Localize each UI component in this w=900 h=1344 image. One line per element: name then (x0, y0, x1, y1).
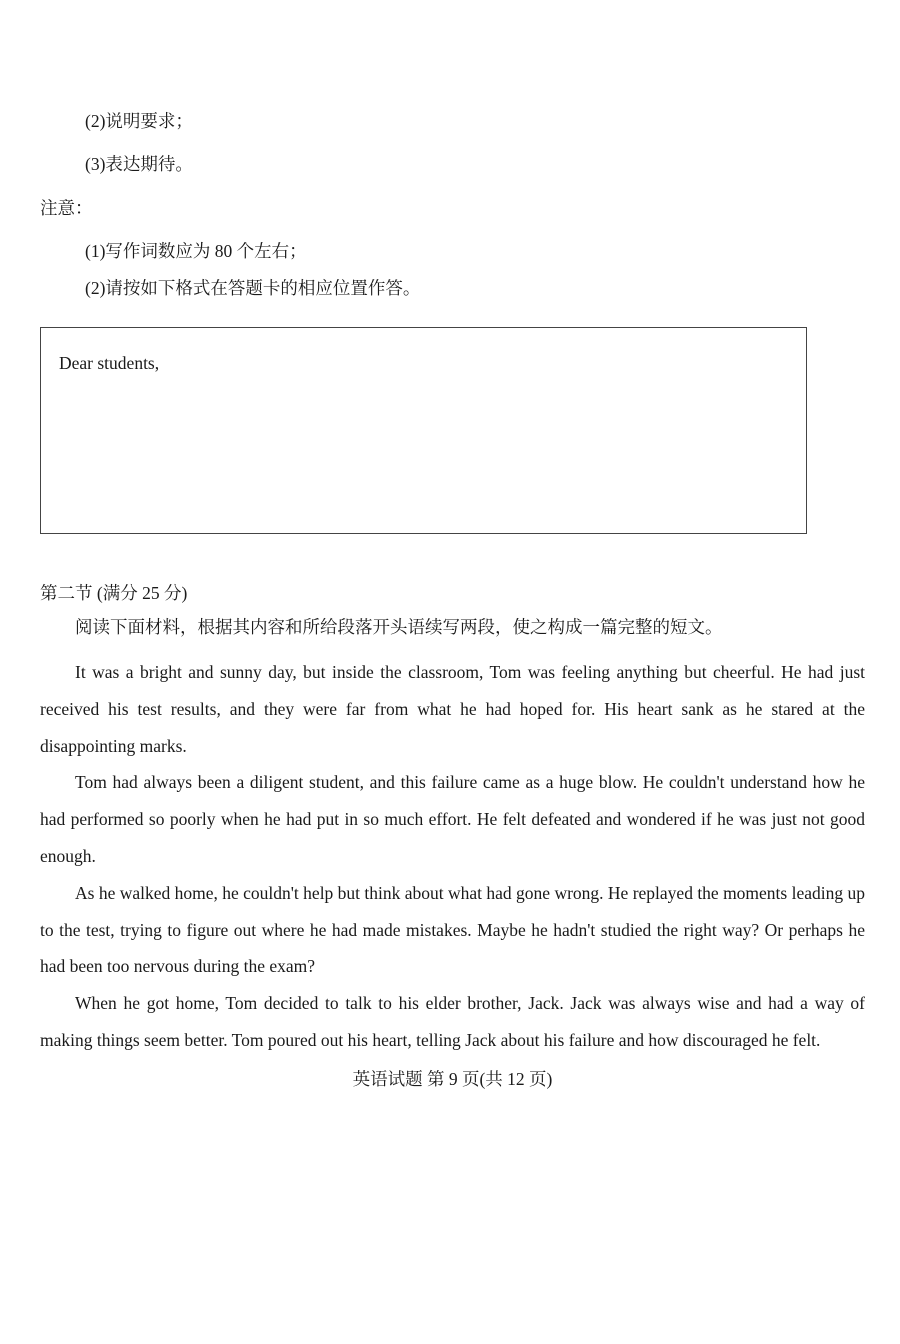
story-paragraph: It was a bright and sunny day, but inside the classroom, Tom was feeling anything but cheerful. He had just received his test results, and they were far from what he had hoped for. His heart sank as he stared at the disappointing marks. (40, 662, 865, 756)
story-paragraph: As he walked home, he couldn't help but think about what had gone wrong. He replayed the moments leading up to the test, trying to figure out where he had made mistakes. Maybe he hadn't studied the right way? Or perhaps he had been too nervous during the exam? (40, 882, 865, 977)
notice-item-1: (1)写作词数应为 80 个左右； (85, 241, 307, 261)
story-paragraph: Tom had always been a diligent student, and this failure came as a huge blow. He couldn't understand how he had performed so poorly when he had put in so much effort. He felt defeated and wondered if he was just not good enough. (40, 772, 865, 866)
page-footer: 英语试题 第 9 页(共 12 页) (352, 1068, 553, 1089)
writing-point-2: (2)说明要求； (85, 111, 193, 131)
writing-point-3: (3)表达期待。 (85, 154, 193, 174)
section-heading: 第二节 (满分 25 分) (40, 583, 188, 603)
section-instruction: 阅读下面材料，根据其内容和所给段落开头语续写两段，使之构成一篇完整的短文。 (75, 617, 723, 637)
story-paragraph: When he got home, Tom decided to talk to his elder brother, Jack. Jack was always wise and had a way of making things seem better. Tom poured out his heart, telling Jack about his failure and how discouraged he felt. (40, 993, 865, 1050)
answer-format-box (40, 327, 807, 534)
notice-label: 注意： (40, 198, 93, 218)
notice-item-2: (2)请按如下格式在答题卡的相应位置作答。 (85, 278, 421, 298)
salutation: Dear students, (59, 353, 160, 373)
story-text (40, 654, 865, 1059)
